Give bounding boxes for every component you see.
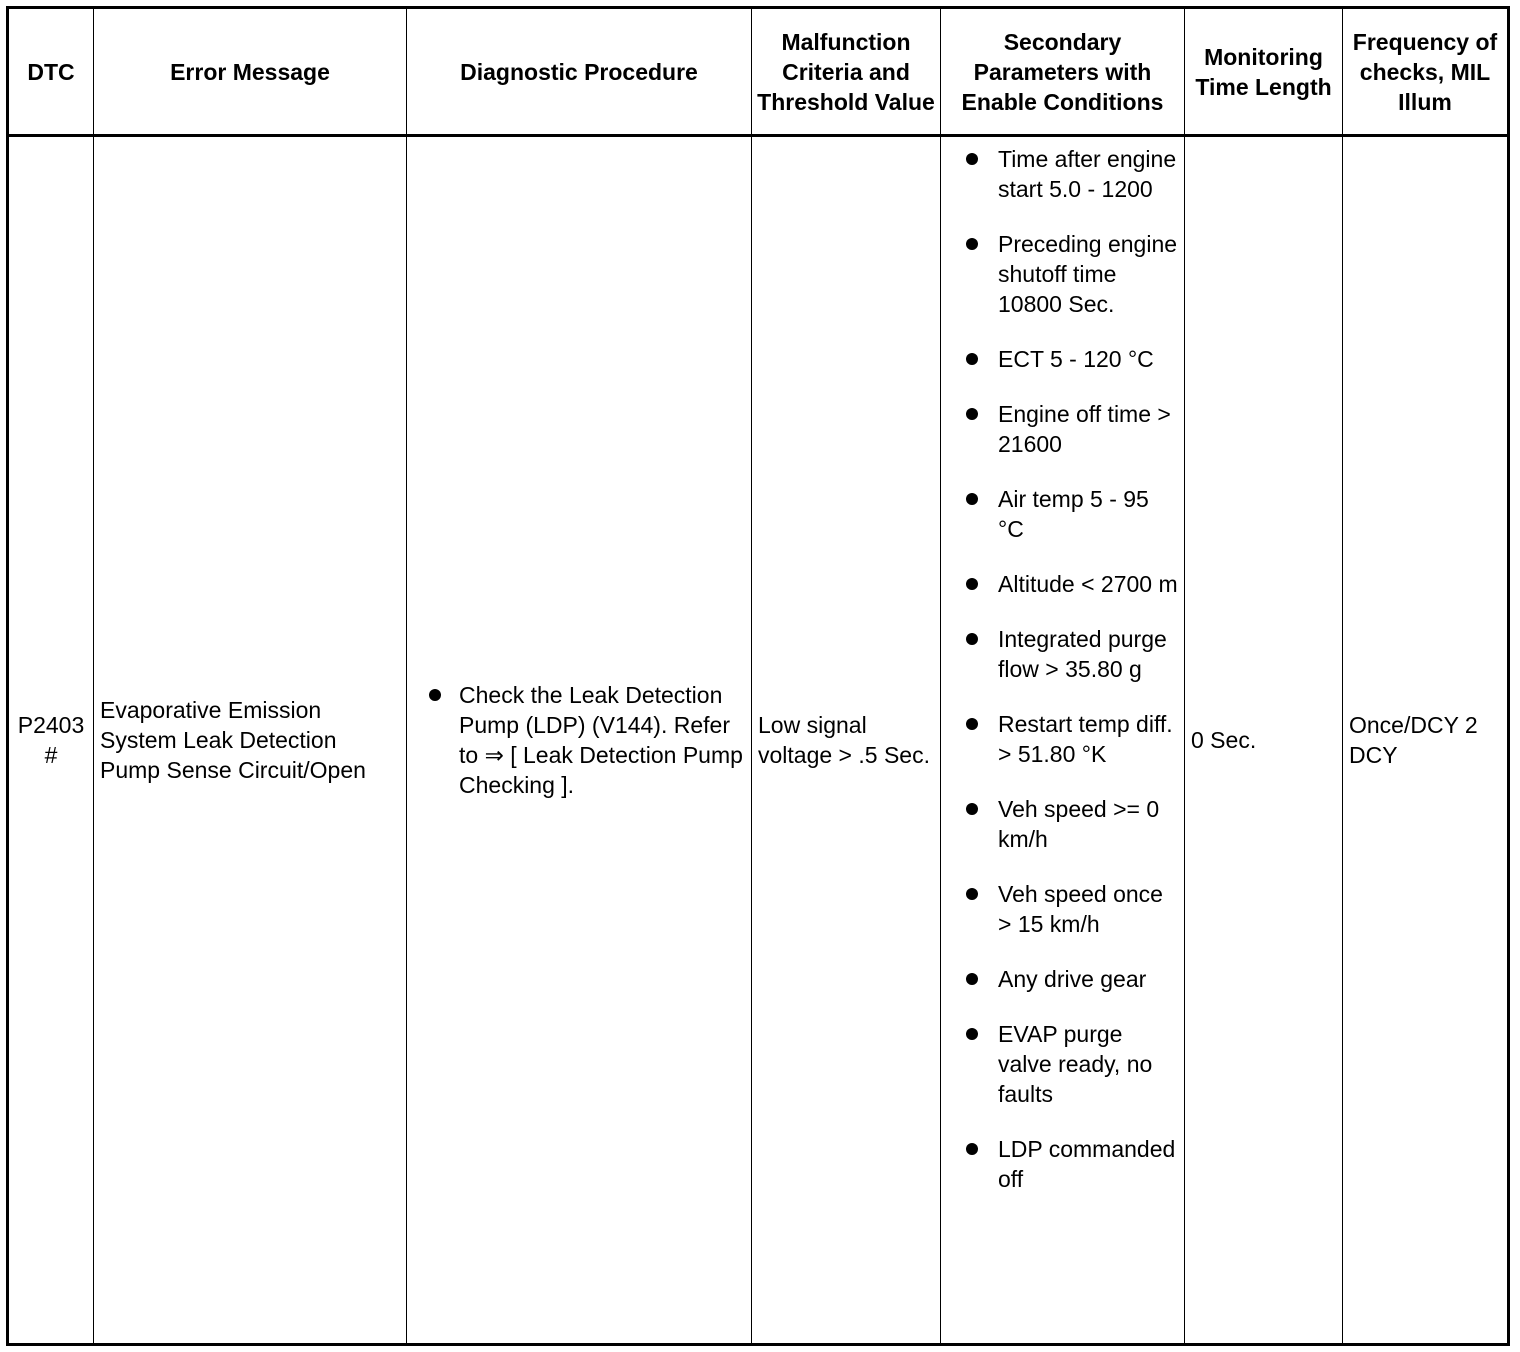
list-item-text: ECT 5 - 120 °C xyxy=(998,346,1154,372)
bullet-icon xyxy=(966,803,978,815)
list-item-text: Integrated purge flow > 35.80 g xyxy=(998,626,1167,682)
list-item-text: Engine off time > 21600 xyxy=(998,401,1171,457)
list-item xyxy=(947,1134,1180,1194)
header-monitoring-time: Monitoring Time Length xyxy=(1185,8,1343,136)
list-item-text: Preceding engine shutoff time 10800 Sec. xyxy=(998,231,1178,317)
list-item-text: Altitude < 2700 m xyxy=(998,571,1178,597)
cell-secondary-parameters xyxy=(941,136,1185,1345)
list-item xyxy=(407,680,743,800)
list-item-text: Restart temp diff. > 51.80 °K xyxy=(998,711,1173,767)
list-item-text: Air temp 5 - 95 °C xyxy=(998,486,1149,542)
diagnostic-procedure-list xyxy=(407,680,743,800)
header-malfunction-criteria: Malfunction Criteria and Threshold Value xyxy=(752,8,941,136)
list-item-text: Veh speed >= 0 km/h xyxy=(998,796,1160,852)
list-item xyxy=(947,879,1180,939)
list-item xyxy=(947,964,1180,994)
bullet-icon xyxy=(966,238,978,250)
bullet-icon xyxy=(966,973,978,985)
list-item xyxy=(947,1019,1180,1109)
list-item-text: Check the Leak Detection Pump (LDP) (V144). Refer to ⇒ [ Leak Detection Pump Checking ]. xyxy=(459,682,743,798)
cell-error-message: Evaporative Emission System Leak Detection Pump Sense Circuit/Open xyxy=(94,136,407,1345)
list-item-text: Veh speed once > 15 km/h xyxy=(998,881,1163,937)
secondary-parameters-list xyxy=(947,144,1180,1194)
list-item xyxy=(947,144,1180,204)
bullet-icon xyxy=(966,408,978,420)
bullet-icon xyxy=(966,1143,978,1155)
cell-monitoring-time: 0 Sec. xyxy=(1185,136,1343,1345)
list-item xyxy=(947,344,1180,374)
list-item xyxy=(947,794,1180,854)
dtc-table xyxy=(6,6,1510,1346)
list-item xyxy=(947,624,1180,684)
cell-malfunction-criteria: Low signal voltage > .5 Sec. xyxy=(752,136,941,1345)
bullet-icon xyxy=(966,633,978,645)
list-item-text: LDP commanded off xyxy=(998,1136,1176,1192)
list-item xyxy=(947,484,1180,544)
header-secondary-parameters: Secondary Parameters with Enable Conditions xyxy=(941,8,1185,136)
cell-dtc: P2403 # xyxy=(8,136,94,1345)
table-row xyxy=(8,136,1509,1345)
list-item xyxy=(947,399,1180,459)
bullet-icon xyxy=(966,493,978,505)
bullet-icon xyxy=(429,689,441,701)
bullet-icon xyxy=(966,718,978,730)
header-dtc: DTC xyxy=(8,8,94,136)
header-error-message: Error Message xyxy=(94,8,407,136)
bullet-icon xyxy=(966,578,978,590)
bullet-icon xyxy=(966,1028,978,1040)
list-item-text: Any drive gear xyxy=(998,966,1147,992)
header-frequency: Frequency of checks, MIL Illum xyxy=(1343,8,1509,136)
list-item xyxy=(947,229,1180,319)
bullet-icon xyxy=(966,153,978,165)
list-item xyxy=(947,569,1180,599)
header-row xyxy=(8,8,1509,136)
cell-frequency: Once/DCY 2 DCY xyxy=(1343,136,1509,1345)
bullet-icon xyxy=(966,888,978,900)
cell-diagnostic-procedure xyxy=(407,136,752,1345)
header-diagnostic-procedure: Diagnostic Procedure xyxy=(407,8,752,136)
list-item-text: EVAP purge valve ready, no faults xyxy=(998,1021,1153,1107)
list-item-text: Time after engine start 5.0 - 1200 xyxy=(998,146,1177,202)
bullet-icon xyxy=(966,353,978,365)
list-item xyxy=(947,709,1180,769)
